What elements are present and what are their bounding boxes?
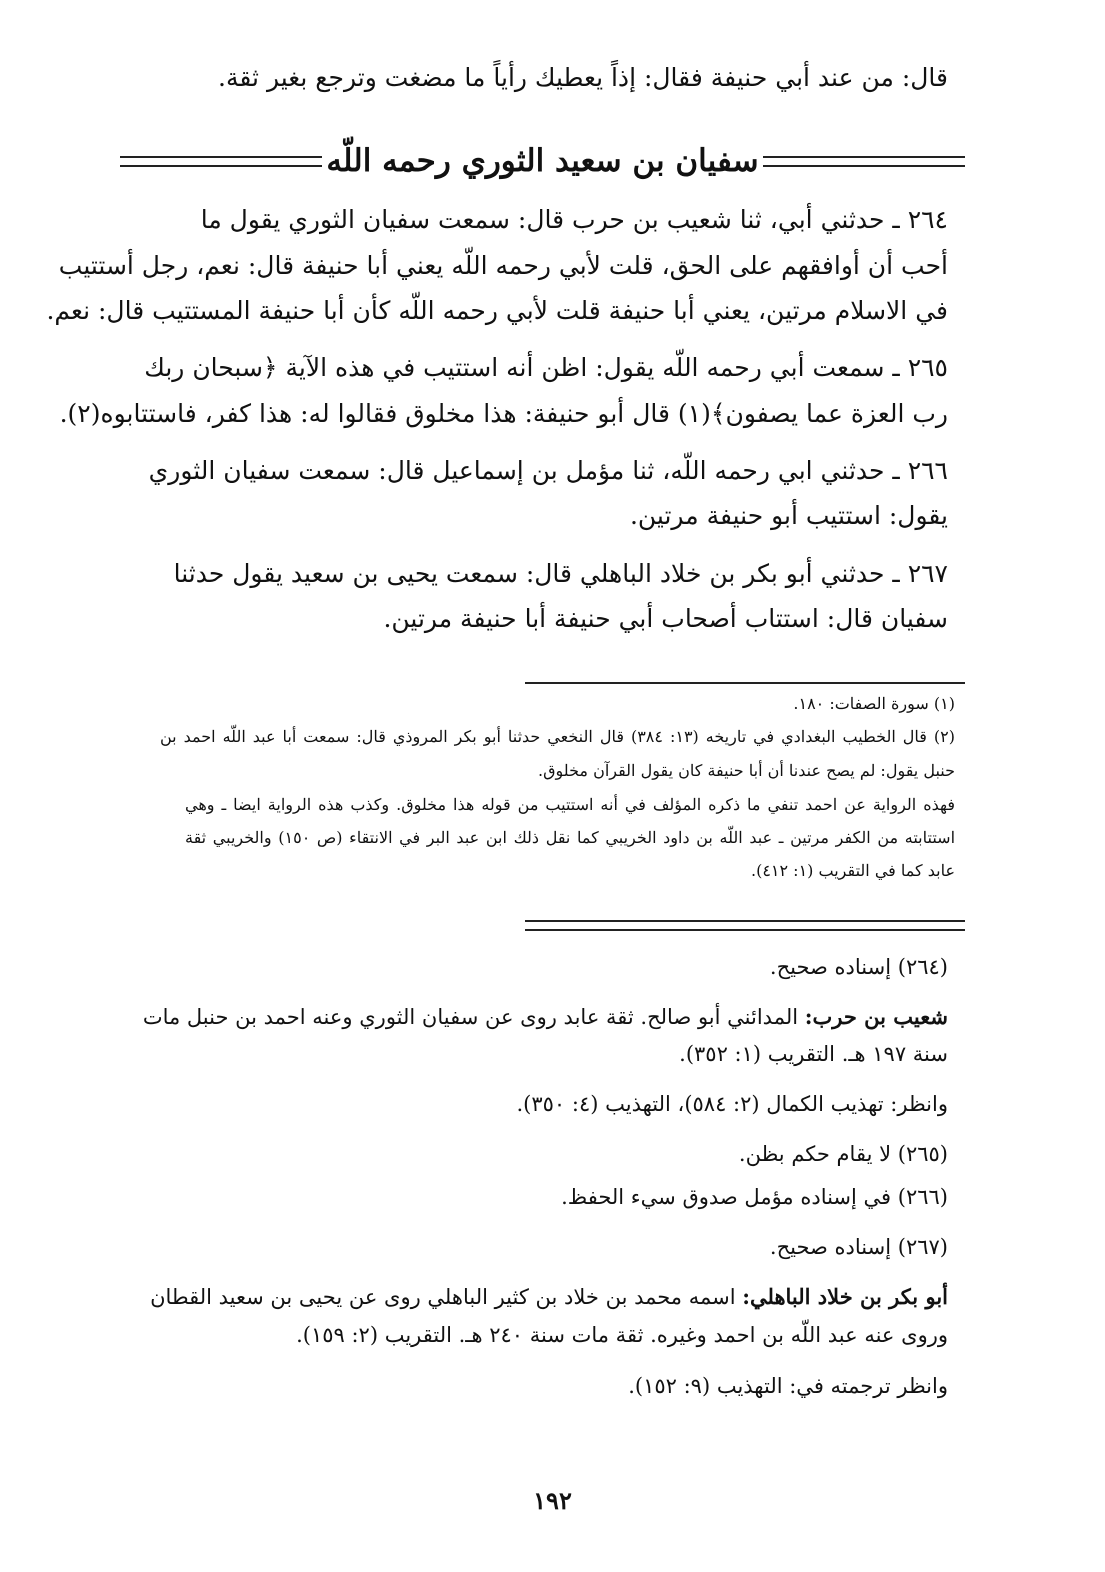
entry-264-line-2: أحب أن أوافقهم على الحق، قلت لأبي رحمه اللّه يعني أبا حنيفة قال: نعم، رجل أستتيب <box>58 251 948 280</box>
entry-266-line-2: يقول: استتيب أبو حنيفة مرتين. <box>629 501 948 530</box>
entry-264-line-3: في الاسلام مرتين، يعني أبا حنيفة قلت لأبي رحمه اللّه كأن أبا حنيفة المستتيب قال: نعم. <box>46 296 948 325</box>
commentary-shuaib-line-1 <box>142 1003 948 1031</box>
entry-265-line-1: ٢٦٥ ـ سمعت أبي رحمه اللّه يقول: اظن أنه استتيب في هذه الآية ﴿سبحان ربك <box>144 353 948 382</box>
entry-267-line-2: سفيان قال: استتاب أصحاب أبي حنيفة أبا حنيفة مرتين. <box>383 604 948 633</box>
intro-line: قال: من عند أبي حنيفة فقال: إذاً يعطيك رأياً ما مضغت وترجع بغير ثقة. <box>218 63 948 92</box>
commentary-shuaib-text: المدائني أبو صالح. ثقة عابد روى عن سفيان الثوري وعنه احمد بن حنبل مات <box>142 1005 799 1029</box>
footnote-2-line-2: حنبل يقول: لم يصح عندنا أن أبا حنيفة كان يقول القرآن مخلوق. <box>538 761 955 780</box>
commentary-265: (٢٦٥) لا يقام حكم بظن. <box>738 1142 948 1166</box>
footnote-1: (١) سورة الصفات: ١٨٠. <box>793 694 955 713</box>
title-rule-left <box>120 156 322 167</box>
entry-264-line-1: ٢٦٤ ـ حدثني أبي، ثنا شعيب بن حرب قال: سمعت سفيان الثوري يقول ما <box>200 205 948 234</box>
commentary-264: (٢٦٤) إسناده صحيح. <box>769 955 948 979</box>
entry-266-line-1: ٢٦٦ ـ حدثني ابي رحمه اللّه، ثنا مؤمل بن إسماعيل قال: سمعت سفيان الثوري <box>148 456 948 485</box>
section-title-row <box>120 138 965 184</box>
footnote-2-line-3: فهذه الرواية عن احمد تنفي ما ذكره المؤلف في أنه استتيب من قوله هذا مخلوق. وكذب هذه الرواية ايضا ـ وهي <box>185 795 955 814</box>
footnote-separator <box>525 682 965 684</box>
commentary-shuaib-label: شعيب بن حرب: <box>804 1004 948 1029</box>
commentary-abubakr-line-2: وروى عنه عبد اللّه بن احمد وغيره. ثقة مات سنة ٢٤٠ هـ. التقريب (٢: ١٥٩). <box>296 1323 948 1347</box>
commentary-shuaib-line-2: سنة ١٩٧ هـ. التقريب (١: ٣٥٢). <box>679 1042 948 1066</box>
entry-267-line-1: ٢٦٧ ـ حدثني أبو بكر بن خلاد الباهلي قال: سمعت يحيى بن سعيد يقول حدثنا <box>173 559 948 588</box>
footnote-2-line-1: (٢) قال الخطيب البغدادي في تاريخه (١٣: ٣٨٤) قال النخعي حدثنا أبو بكر المروذي قال: سمعت أبا عبد اللّه احمد بن <box>160 727 955 746</box>
commentary-abubakr-label: أبو بكر بن خلاد الباهلي: <box>742 1284 948 1309</box>
commentary-separator <box>525 920 965 931</box>
commentary-abubakr-text: اسمه محمد بن خلاد بن كثير الباهلي روى عن يحيى بن سعيد القطان <box>150 1285 736 1309</box>
footnote-2-line-4: استتابته من الكفر مرتين ـ عبد اللّه بن داود الخريبي كما نقل ذلك ابن عبد البر في الانتقاء (ص ١٥٠) والخريبي ثقة <box>185 828 956 847</box>
commentary-see-1: وانظر: تهذيب الكمال (٢: ٥٨٤)، التهذيب (٤: ٣٥٠). <box>516 1092 948 1116</box>
commentary-266: (٢٦٦) في إسناده مؤمل صدوق سيء الحفظ. <box>561 1185 948 1209</box>
section-title: سفيان بن سعيد الثوري رحمه اللّه <box>326 143 759 179</box>
commentary-see-2: وانظر ترجمته في: التهذيب (٩: ١٥٢). <box>628 1374 948 1398</box>
entry-265-line-2: رب العزة عما يصفون﴾(١) قال أبو حنيفة: هذا مخلوق فقالوا له: هذا كفر، فاستتابوه(٢). <box>59 399 948 428</box>
commentary-267: (٢٦٧) إسناده صحيح. <box>769 1235 948 1259</box>
title-rule-right <box>763 156 965 167</box>
footnote-2-line-5: عابد كما في التقريب (١: ٤١٢). <box>750 861 955 880</box>
commentary-abubakr-line-1 <box>150 1283 948 1311</box>
page-number: ١٩٢ <box>533 1486 572 1515</box>
